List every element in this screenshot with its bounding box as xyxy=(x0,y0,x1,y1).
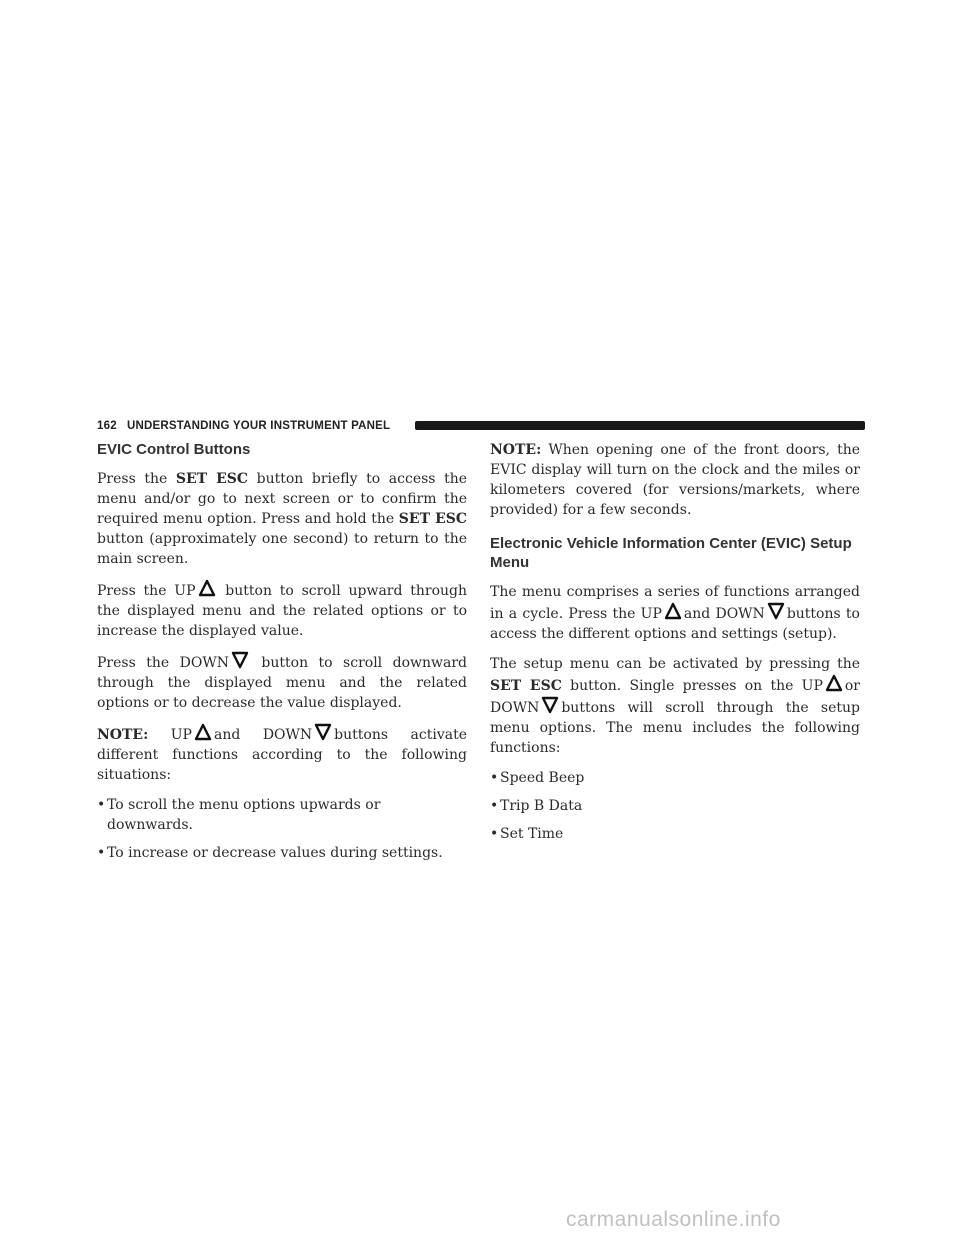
text: UP xyxy=(148,727,192,743)
paragraph-up xyxy=(97,579,467,641)
text: Press the UP xyxy=(97,583,196,599)
header-rule xyxy=(415,421,865,430)
section-title: UNDERSTANDING YOUR INSTRUMENT PANEL xyxy=(127,420,391,432)
list-item xyxy=(490,768,860,788)
bullet: • xyxy=(97,845,106,861)
right-column xyxy=(490,440,860,852)
bullet-list xyxy=(97,795,467,863)
text: button (approximately one second) to return to the main screen. xyxy=(97,531,467,567)
text: The menu comprises a series of functions arranged in a cycle. Press the UP xyxy=(490,584,860,622)
text: button to scroll downward through the displayed menu and the related options or to decrease the value displayed. xyxy=(97,655,467,711)
text: The setup menu can be activated by pressing the xyxy=(490,656,860,672)
list-item xyxy=(97,843,467,863)
page-header xyxy=(97,418,865,438)
text: Press the xyxy=(97,471,176,487)
text: button. Single presses on the UP xyxy=(561,678,823,694)
set-esc-label: SET ESC xyxy=(490,678,562,694)
text: buttons to access the different options and settings (setup). xyxy=(490,606,860,642)
page-number: 162 xyxy=(97,420,117,432)
bullet: • xyxy=(490,798,499,814)
list-item xyxy=(490,824,860,844)
paragraph-menu-cycle xyxy=(490,582,860,644)
functions-list xyxy=(490,768,860,844)
text: When opening one of the front doors, the EVIC display will turn on the clock and the miles or kilometers covered (for versions/markets, where provided) for a few seconds. xyxy=(490,442,860,518)
down-arrow-icon xyxy=(541,696,559,714)
text: buttons activate different functions according to the following situations: xyxy=(97,727,467,783)
set-esc-label: SET ESC xyxy=(175,471,249,487)
down-arrow-icon xyxy=(314,723,332,741)
left-column xyxy=(97,440,467,871)
heading-evic-control-buttons: EVIC Control Buttons xyxy=(97,441,251,458)
note-label: NOTE: xyxy=(97,727,149,743)
note-paragraph xyxy=(97,723,467,785)
down-arrow-icon xyxy=(231,651,249,669)
up-arrow-icon xyxy=(198,579,216,597)
bullet: • xyxy=(97,797,106,813)
list-item-text: To scroll the menu options upwards or downwards. xyxy=(107,797,381,833)
text: and DOWN xyxy=(683,606,765,622)
set-esc-label: SET ESC xyxy=(398,511,467,527)
up-arrow-icon xyxy=(194,723,212,741)
note-label: NOTE: xyxy=(490,442,542,458)
text: button briefly to access the menu and/or go to next screen or to confirm the required menu option. Press and hold the xyxy=(97,471,467,527)
down-arrow-icon xyxy=(767,602,785,620)
list-item-text: Trip B Data xyxy=(500,798,583,814)
heading-evic-setup-menu: Electronic Vehicle Information Center (EVIC) Setup Menu xyxy=(490,535,852,571)
list-item xyxy=(97,795,467,835)
list-item-text: To increase or decrease values during settings. xyxy=(107,845,443,861)
paragraph-setup-activation xyxy=(490,654,860,758)
text: button to scroll upward through the displayed menu and the related options or to increase the displayed value. xyxy=(97,583,467,639)
paragraph-set-esc xyxy=(97,469,467,569)
list-item-text: Speed Beep xyxy=(500,770,585,786)
list-item-text: Set Time xyxy=(500,826,564,842)
text: and DOWN xyxy=(213,727,313,743)
bullet: • xyxy=(490,826,499,842)
note-paragraph xyxy=(490,440,860,520)
text: or DOWN xyxy=(490,678,860,716)
bullet: • xyxy=(490,770,499,786)
up-arrow-icon xyxy=(825,674,843,692)
text: buttons will scroll through the setup menu options. The menu includes the following functions: xyxy=(490,700,860,756)
watermark: carmanualsonline.info xyxy=(566,1208,781,1231)
list-item xyxy=(490,796,860,816)
text: Press the DOWN xyxy=(97,655,229,671)
up-arrow-icon xyxy=(664,602,682,620)
paragraph-down xyxy=(97,651,467,713)
